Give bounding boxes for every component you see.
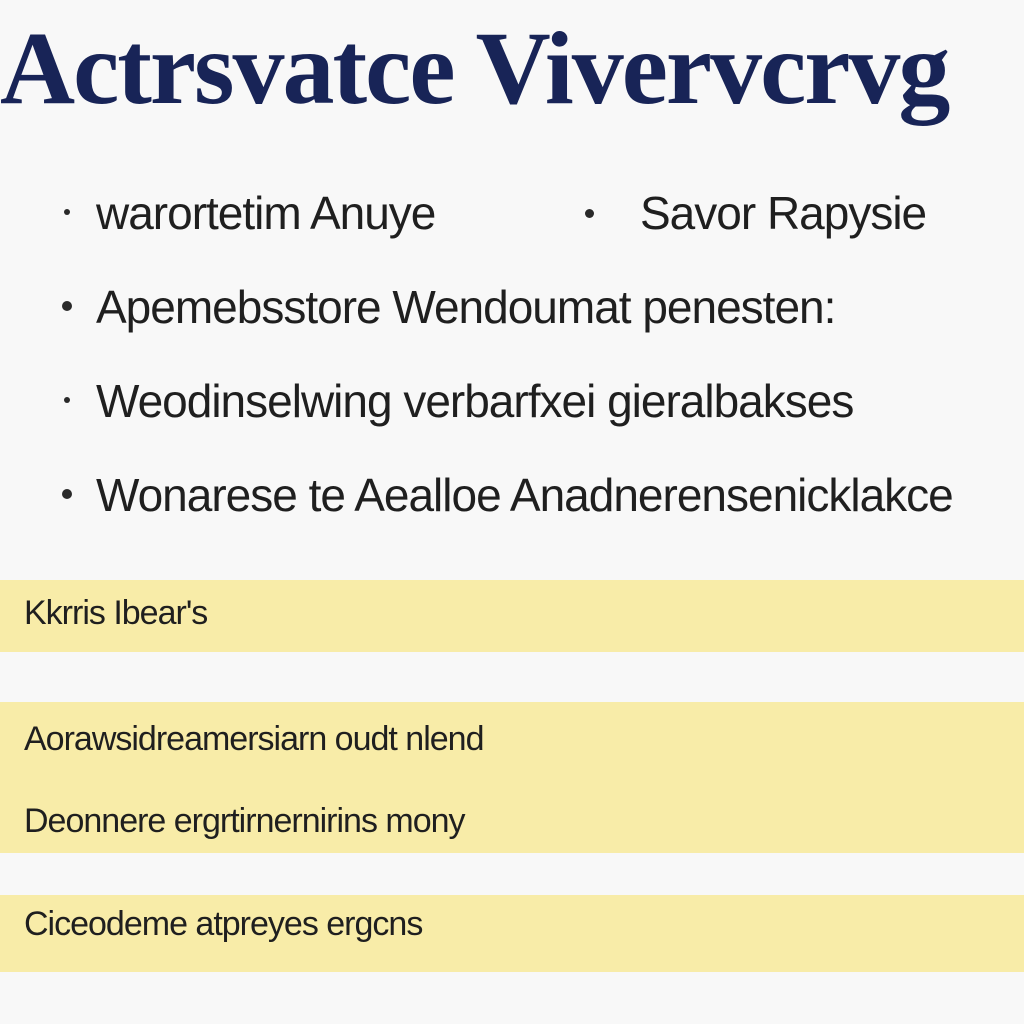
bullet-text: warortetim Anuye [96,187,436,239]
bullet-item [0,175,1024,269]
bullet-text: Weodinselwing verbarfxei gieralbakses [96,375,854,427]
bullet-icon [64,397,70,403]
highlight-text: Kkrris Ibear's [24,594,208,632]
highlight-band [0,895,1024,972]
highlight-text: Deonnere ergrtirnernirins mony [24,802,465,840]
highlight-band [0,702,1024,853]
bullet-icon [62,489,72,499]
bullet-item [0,457,1024,551]
bullet-list [0,175,1024,551]
bullet-item [0,363,1024,457]
bullet-text: Savor Rapysie [640,187,927,239]
bullet-item [0,269,1024,363]
bullet-text: Wonarese te Aealloe Anadnerensenicklakce [96,469,953,521]
bullet-text: Apemebsstore Wendoumat penesten: [96,281,836,333]
bullet-icon [64,209,70,215]
highlight-text: Aorawsidreamersiarn oudt nlend [24,720,484,758]
slide-title: Actrsvatce Vivervcrvg [0,11,949,126]
bullet-icon [62,301,72,311]
bullet-icon [585,209,594,218]
highlight-text: Ciceodeme atpreyes ergcns [24,905,423,943]
highlight-band [0,580,1024,652]
